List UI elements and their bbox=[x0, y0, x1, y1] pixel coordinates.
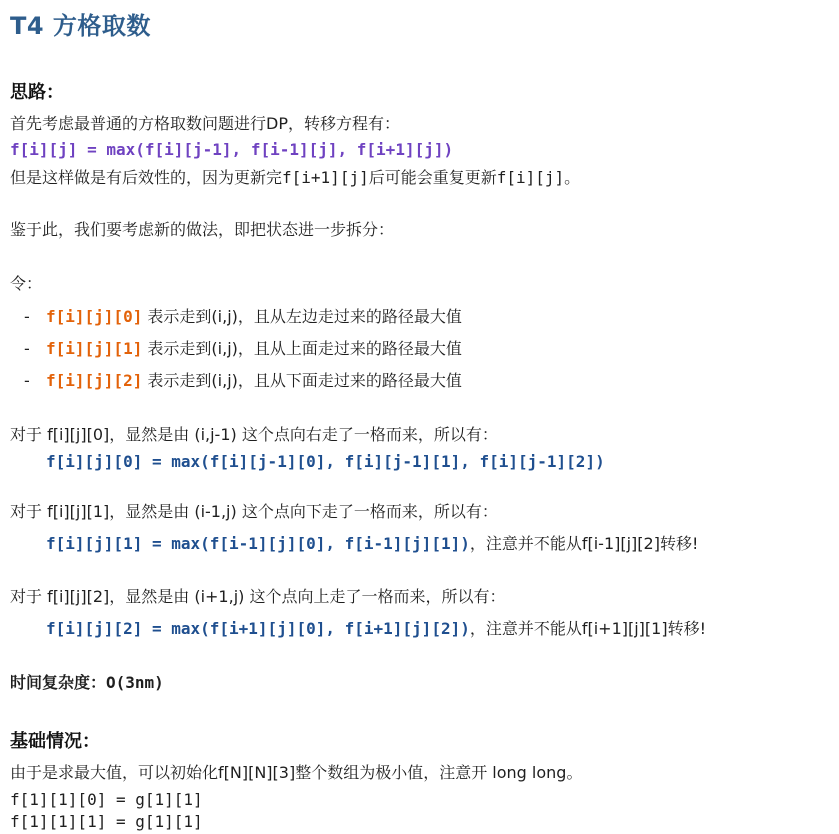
base-heading: 基础情况： bbox=[10, 731, 100, 752]
complexity-label: 时间复杂度： bbox=[10, 673, 107, 692]
case-formula: f[i][j][2] = max(f[i+1][j][0], f[i+1][j][2]) bbox=[46, 619, 470, 638]
inline-code: f[i][j] bbox=[496, 168, 565, 187]
state-code: f[i][j][0] bbox=[46, 307, 143, 326]
text: 后可能会重复更新 bbox=[368, 168, 497, 187]
base-code: f[1][1][0] = g[1][1] bbox=[10, 790, 203, 809]
page-title: T4 方格取数 bbox=[10, 12, 151, 40]
complexity-line bbox=[10, 671, 164, 695]
case-note: ，注意并不能从f[i+1][j][1]转移! bbox=[469, 619, 707, 638]
case-intro: 对于 f[i][j][0]，显然是由 (i,j-1) 这个点向右走了一格而来，所以有： bbox=[10, 425, 498, 444]
case-formula-line bbox=[46, 532, 698, 556]
text: 。 bbox=[564, 168, 581, 187]
case-note: ，注意并不能从f[i-1][j][2]转移! bbox=[469, 534, 699, 553]
bullet-dash: - bbox=[24, 371, 30, 390]
approach-line: 鉴于此，我们要考虑新的做法，即把状态进一步拆分： bbox=[10, 220, 395, 239]
state-desc: 表示走到(i,j)，且从左边走过来的路径最大值 bbox=[147, 307, 462, 326]
case-intro: 对于 f[i][j][1]，显然是由 (i-1,j) 这个点向下走了一格而来，所以有： bbox=[10, 502, 498, 521]
transition-formula: f[i][j] = max(f[i][j-1], f[i-1][j], f[i+1][j]) bbox=[10, 140, 454, 159]
complexity-value: O(3nm) bbox=[106, 673, 164, 692]
let-label: 令： bbox=[10, 274, 43, 293]
state-code: f[i][j][1] bbox=[46, 339, 143, 358]
bullet-dash: - bbox=[24, 339, 30, 358]
approach-heading: 思路： bbox=[10, 82, 64, 103]
list-item bbox=[24, 369, 462, 393]
text: 但是这样做是有后效性的，因为更新完 bbox=[10, 168, 283, 187]
case-formula-line bbox=[46, 617, 706, 641]
list-item bbox=[24, 305, 462, 329]
state-desc: 表示走到(i,j)，且从下面走过来的路径最大值 bbox=[147, 371, 462, 390]
state-code: f[i][j][2] bbox=[46, 371, 143, 390]
base-code: f[1][1][1] = g[1][1] bbox=[10, 812, 203, 831]
inline-code: f[i+1][j] bbox=[282, 168, 369, 187]
list-item bbox=[24, 337, 462, 361]
case-intro: 对于 f[i][j][2]，显然是由 (i+1,j) 这个点向上走了一格而来，所以有： bbox=[10, 587, 506, 606]
case-formula: f[i][j][0] = max(f[i][j-1][0], f[i][j-1][1], f[i][j-1][2]) bbox=[46, 452, 605, 471]
case-formula-line bbox=[46, 450, 605, 474]
state-desc: 表示走到(i,j)，且从上面走过来的路径最大值 bbox=[147, 339, 462, 358]
aftereffect-line bbox=[10, 166, 580, 190]
bullet-dash: - bbox=[24, 307, 30, 326]
case-formula: f[i][j][1] = max(f[i-1][j][0], f[i-1][j][1]) bbox=[46, 534, 470, 553]
base-line: 由于是求最大值，可以初始化f[N][N][3]整个数组为极小值，注意开 long long。 bbox=[10, 763, 583, 782]
approach-line: 首先考虑最普通的方格取数问题进行DP，转移方程有： bbox=[10, 114, 400, 133]
